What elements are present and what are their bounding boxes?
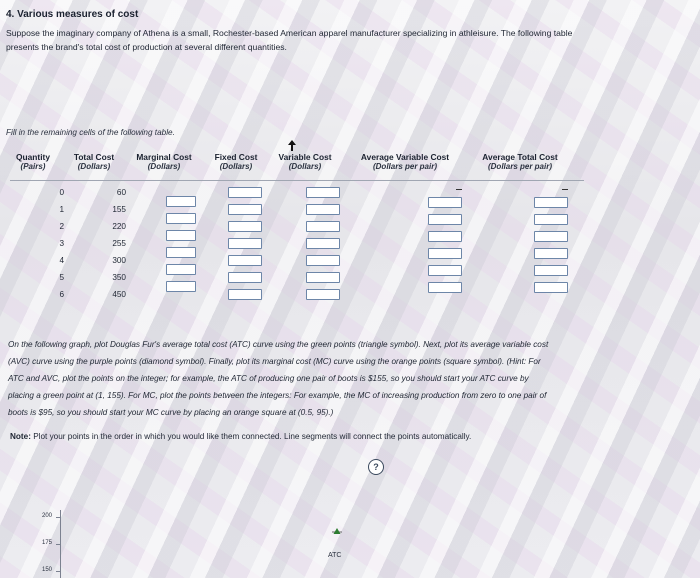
total-cost-cell: 255 — [112, 239, 126, 248]
average-total-cost-input[interactable] — [534, 231, 568, 242]
header-total-cost: Total Cost (Dollars) — [73, 152, 115, 171]
quantity-cell: 5 — [59, 273, 64, 282]
y-tick-label: 200 — [41, 513, 52, 519]
average-variable-cost-input[interactable] — [428, 197, 462, 208]
help-icon[interactable]: ? — [368, 459, 384, 475]
marginal-cost-input[interactable] — [166, 247, 196, 258]
graph-instructions-line: (AVC) curve using the purple points (diamond symbol). Finally, plot its marginal cost (MC) curve using the orange points (square symbol). (Hint: For — [8, 357, 541, 366]
atc-triangle-marker[interactable] — [332, 527, 342, 535]
fixed-cost-input[interactable] — [228, 289, 262, 300]
variable-cost-input[interactable] — [306, 255, 340, 266]
average-variable-cost-input[interactable] — [428, 214, 462, 225]
quantity-cell: 4 — [59, 256, 64, 265]
quantity-cell: 0 — [59, 188, 64, 197]
intro-line-2: presents the brand's total cost of production at several different quantities. — [6, 42, 287, 52]
marginal-cost-input[interactable] — [166, 281, 196, 292]
fixed-cost-input[interactable] — [228, 238, 262, 249]
marginal-cost-input[interactable] — [166, 264, 196, 275]
variable-cost-input[interactable] — [306, 187, 340, 198]
variable-cost-input[interactable] — [306, 289, 340, 300]
graph-instructions-line: ATC and AVC, plot the points on the integer; for example, the ATC of producing one pair of boots is $155, so you should start your ATC curve by — [8, 374, 529, 383]
average-total-cost-input[interactable] — [534, 214, 568, 225]
variable-cost-input[interactable] — [306, 204, 340, 215]
section-title: 4. Various measures of cost — [6, 9, 139, 20]
header-divider — [10, 180, 584, 181]
average-variable-cost-input[interactable] — [428, 248, 462, 259]
header-variable-cost: Variable Cost (Dollars) — [278, 152, 332, 171]
intro-text — [6, 26, 676, 54]
fixed-cost-input[interactable] — [228, 272, 262, 283]
quantity-cell: 6 — [59, 290, 64, 299]
note-text: Plot your points in the order in which you would like them connected. Line segments will connect the points automatically. — [33, 432, 472, 441]
variable-cost-input[interactable] — [306, 272, 340, 283]
intro-line-1: Suppose the imaginary company of Athena is a small, Rochester-based American apparel manufacturer specializing in athleisure. The following table — [6, 28, 573, 38]
header-average-variable-cost: Average Variable Cost (Dollars per pair) — [360, 152, 450, 171]
variable-cost-input[interactable] — [306, 238, 340, 249]
avc-dash — [456, 189, 462, 190]
note — [10, 432, 471, 441]
average-total-cost-input[interactable] — [534, 265, 568, 276]
total-cost-cell: 450 — [112, 290, 126, 299]
header-quantity: Quantity (Pairs) — [16, 152, 50, 171]
average-total-cost-input[interactable] — [534, 248, 568, 259]
header-average-total-cost: Average Total Cost (Dollars per pair) — [482, 152, 558, 171]
marginal-cost-input[interactable] — [166, 213, 196, 224]
marginal-cost-input[interactable] — [166, 230, 196, 241]
average-variable-cost-input[interactable] — [428, 282, 462, 293]
average-variable-cost-input[interactable] — [428, 231, 462, 242]
average-total-cost-input[interactable] — [534, 197, 568, 208]
fixed-cost-input[interactable] — [228, 187, 262, 198]
note-label: Note: — [10, 432, 31, 441]
total-cost-cell: 60 — [116, 188, 126, 197]
average-total-cost-input[interactable] — [534, 282, 568, 293]
quantity-cell: 3 — [59, 239, 64, 248]
graph-instructions-line: On the following graph, plot Douglas Fur's average total cost (ATC) curve using the green points (triangle symbol). Next, plot its average variable cost — [8, 340, 549, 349]
total-cost-cell: 350 — [112, 273, 126, 282]
cost-table — [10, 146, 584, 304]
y-tick-label: 175 — [41, 540, 52, 546]
header-fixed-cost: Fixed Cost (Dollars) — [214, 152, 258, 171]
fill-instruction: Fill in the remaining cells of the following table. — [6, 128, 175, 137]
graph-instructions-line: placing a green point at (1, 155). For MC, plot the points between the integers: For example, the MC of increasing production from zero to one pair of — [8, 391, 547, 400]
total-cost-cell: 155 — [112, 205, 126, 214]
atc-label: ATC — [328, 552, 342, 559]
y-tick — [56, 544, 61, 545]
y-tick — [56, 517, 61, 518]
fixed-cost-input[interactable] — [228, 204, 262, 215]
y-tick-label: 150 — [41, 567, 52, 573]
graph-instructions — [8, 336, 688, 421]
atc-dash — [562, 189, 568, 190]
total-cost-cell: 220 — [112, 222, 126, 231]
fixed-cost-input[interactable] — [228, 221, 262, 232]
fixed-cost-input[interactable] — [228, 255, 262, 266]
header-marginal-cost: Marginal Cost (Dollars) — [136, 152, 192, 171]
quantity-cell: 2 — [59, 222, 64, 231]
variable-cost-input[interactable] — [306, 221, 340, 232]
quantity-cell: 1 — [59, 205, 64, 214]
graph-instructions-line: boots is $95, so you should start your MC curve by placing an orange square at (0.5, 95).) — [8, 408, 334, 417]
total-cost-cell: 300 — [112, 256, 126, 265]
marginal-cost-input[interactable] — [166, 196, 196, 207]
y-tick — [56, 571, 61, 572]
average-variable-cost-input[interactable] — [428, 265, 462, 276]
